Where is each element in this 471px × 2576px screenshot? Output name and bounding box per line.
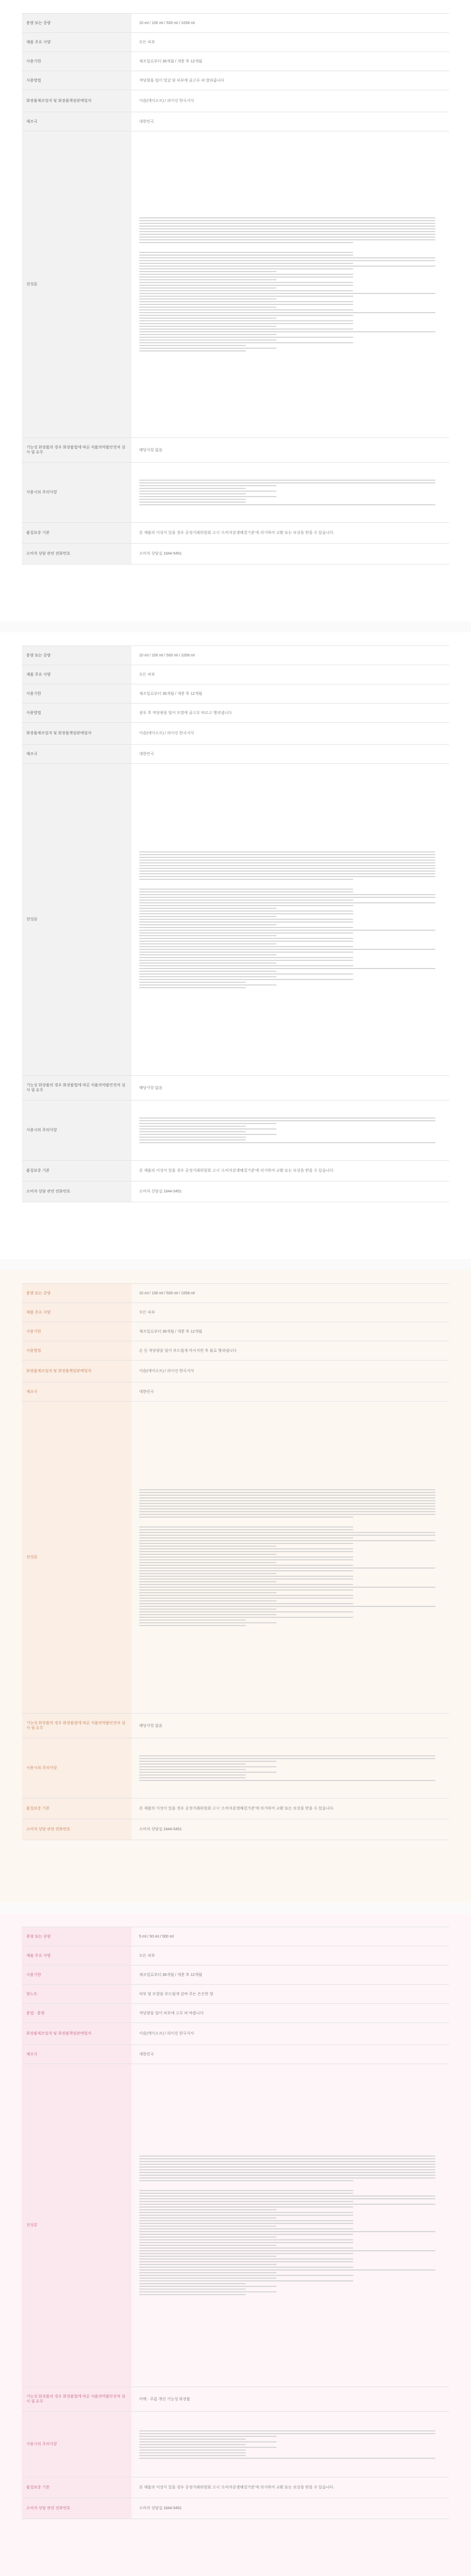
row-label: 제품 주요 사양: [22, 1946, 131, 1966]
table-row: [22, 665, 449, 684]
table-row: [22, 90, 449, 112]
row-label: 용량 또는 중량: [22, 1284, 131, 1303]
table-row: [22, 438, 449, 463]
row-label: 사용시의 주의사항: [22, 1100, 131, 1161]
row-label: 제품 주요 사양: [22, 33, 131, 52]
row-label: 용량 또는 중량: [22, 1927, 131, 1946]
table-row: [22, 723, 449, 745]
row-value: 대한민국: [131, 1382, 449, 1402]
row-label: 기능성 화장품의 경우 화장품법에 따른 식품의약품안전처 심사 필 유무: [22, 2387, 131, 2412]
table-row: [22, 523, 449, 544]
product-info-table: [22, 13, 449, 564]
row-value: 10 ml / 100 ml / 500 ml / 1058 ml: [131, 646, 449, 665]
row-value: 이솝(에이소프) / 라이선 한국지사: [131, 2023, 449, 2045]
row-value: 소비자 상담실 1644-5451: [131, 1182, 449, 1202]
table-row: [22, 704, 449, 723]
table-row: [22, 1284, 449, 1303]
row-label: 사용기한: [22, 684, 131, 704]
row-value: 모든 피부: [131, 665, 449, 684]
table-row: [22, 1402, 449, 1714]
product-info-section-4: [0, 1914, 471, 2576]
table-row: [22, 2498, 449, 2519]
table-row: [22, 112, 449, 131]
caution-text: [131, 1100, 449, 1161]
row-value: 모든 피부: [131, 1303, 449, 1322]
table-row: [22, 1738, 449, 1799]
row-label: 사용시의 주의사항: [22, 463, 131, 523]
row-label: 용량 또는 중량: [22, 646, 131, 665]
table-row: [22, 33, 449, 52]
table-row: [22, 2023, 449, 2045]
caution-text: [131, 2412, 449, 2477]
row-label: 화장품제조업자 및 화장품책임판매업자: [22, 1361, 131, 1382]
row-label: 사용방법: [22, 71, 131, 90]
table-row: [22, 646, 449, 665]
table-row: [22, 1322, 449, 1341]
row-value: 제조일로부터 36개월 / 개봉 후 12개월: [131, 52, 449, 71]
product-info-table: [22, 646, 449, 1202]
table-row: [22, 1100, 449, 1161]
product-info-section-2: [0, 632, 471, 1259]
row-label: 사용시의 주의사항: [22, 2412, 131, 2477]
table-row: [22, 745, 449, 764]
table-row: [22, 1361, 449, 1382]
row-value: 10 ml / 100 ml / 500 ml / 1058 ml: [131, 14, 449, 33]
row-value: 적당량을 덜어 얼굴 및 피부에 골고루 펴 발라줍니다: [131, 71, 449, 90]
ingredients-list: [131, 2064, 449, 2387]
row-label: 제품 주요 사양: [22, 665, 131, 684]
row-label: 품질보증 기준: [22, 2477, 131, 2498]
product-info-section-3: [0, 1270, 471, 1903]
row-label: 소비자 상담 관련 전화번호: [22, 544, 131, 564]
row-label: 사용기한: [22, 52, 131, 71]
row-value: 본 제품의 이상이 있을 경우 공정거래위원회 고시 '소비자분쟁해결기준'에 의거하여 교환 또는 보상을 받을 수 있습니다.: [131, 2477, 449, 2498]
row-value: 본 제품의 이상이 있을 경우 공정거래위원회 고시 '소비자분쟁해결기준'에 의거하여 교환 또는 보상을 받을 수 있습니다.: [131, 1799, 449, 1819]
row-label: 제조국: [22, 1382, 131, 1402]
table-row: [22, 463, 449, 523]
row-value: 미백 · 주름 개선 기능성 화장품: [131, 2387, 449, 2412]
row-label: 기능성 화장품의 경우 화장품법에 따른 식품의약품안전처 심사 필 유무: [22, 1076, 131, 1100]
row-value: 소비자 상담실 1644-5451: [131, 1819, 449, 1840]
row-value: 대한민국: [131, 2045, 449, 2064]
table-row: [22, 14, 449, 33]
row-label: 전성분: [22, 131, 131, 438]
row-label: 향노트: [22, 1985, 131, 2004]
row-label: 사용기한: [22, 1322, 131, 1341]
row-value: 본 제품의 이상이 있을 경우 공정거래위원회 고시 '소비자분쟁해결기준'에 의거하여 교환 또는 보상을 받을 수 있습니다.: [131, 1161, 449, 1182]
product-info-section-1: [0, 0, 471, 621]
row-value: 샴푸 후 적당량을 덜어 모발에 골고루 바르고 헹궈냅니다: [131, 704, 449, 723]
row-label: 품질보증 기준: [22, 523, 131, 544]
row-label: 화장품제조업자 및 화장품책임판매업자: [22, 2023, 131, 2045]
caution-text: [131, 463, 449, 523]
row-label: 전성분: [22, 764, 131, 1076]
row-value: 손 등 적당량을 덜어 부드럽게 마사지한 후 물로 헹궈냅니다: [131, 1341, 449, 1361]
table-row: [22, 1927, 449, 1946]
row-label: 기능성 화장품의 경우 화장품법에 따른 식품의약품안전처 심사 필 유무: [22, 1714, 131, 1738]
row-label: 제품 주요 사양: [22, 1303, 131, 1322]
row-label: 사용방법: [22, 704, 131, 723]
row-label: 사용방법: [22, 1341, 131, 1361]
table-row: [22, 2004, 449, 2023]
caution-text: [131, 1738, 449, 1799]
row-value: 이솝(에이소프) / 라이선 한국지사: [131, 723, 449, 745]
row-value: 해당사항 없음: [131, 1076, 449, 1100]
row-value: 이솝(에이소프) / 라이선 한국지사: [131, 90, 449, 112]
ingredients-list: [131, 764, 449, 1076]
table-row: [22, 1341, 449, 1361]
table-row: [22, 2045, 449, 2064]
row-value: 피부 및 모발을 부드럽게 감싸 주는 은은한 향: [131, 1985, 449, 2004]
row-label: 제조국: [22, 2045, 131, 2064]
row-value: 본 제품의 이상이 있을 경우 공정거래위원회 고시 '소비자분쟁해결기준'에 의거하여 교환 또는 보상을 받을 수 있습니다.: [131, 523, 449, 544]
ingredients-list: [131, 131, 449, 438]
row-value: 5 ml / 50 ml / 500 ml: [131, 1927, 449, 1946]
row-value: 모든 피부: [131, 1946, 449, 1966]
row-label: 품질보증 기준: [22, 1799, 131, 1819]
table-row: [22, 1076, 449, 1100]
row-value: 해당사항 없음: [131, 438, 449, 463]
row-label: 기능성 화장품의 경우 화장품법에 따른 식품의약품안전처 심사 필 유무: [22, 438, 131, 463]
row-label: 소비자 상담 관련 전화번호: [22, 1182, 131, 1202]
table-row: [22, 764, 449, 1076]
table-row: [22, 2064, 449, 2387]
table-row: [22, 1966, 449, 1985]
table-row: [22, 1303, 449, 1322]
row-label: 소비자 상담 관련 전화번호: [22, 1819, 131, 1840]
table-row: [22, 544, 449, 564]
row-label: 용량 또는 중량: [22, 14, 131, 33]
row-value: 10 ml / 100 ml / 500 ml / 1058 ml: [131, 1284, 449, 1303]
table-row: [22, 2387, 449, 2412]
table-row: [22, 71, 449, 90]
table-row: [22, 1714, 449, 1738]
row-label: 용법 · 용량: [22, 2004, 131, 2023]
row-label: 제조국: [22, 745, 131, 764]
row-value: 이솝(에이소프) / 라이선 한국지사: [131, 1361, 449, 1382]
row-value: 해당사항 없음: [131, 1714, 449, 1738]
row-label: 제조국: [22, 112, 131, 131]
row-label: 전성분: [22, 1402, 131, 1714]
row-value: 제조일로부터 36개월 / 개봉 후 12개월: [131, 684, 449, 704]
table-row: [22, 1799, 449, 1819]
table-row: [22, 131, 449, 438]
table-row: [22, 52, 449, 71]
row-label: 화장품제조업자 및 화장품책임판매업자: [22, 90, 131, 112]
product-info-table: [22, 1283, 449, 1840]
row-value: 대한민국: [131, 112, 449, 131]
row-label: 소비자 상담 관련 전화번호: [22, 2498, 131, 2519]
table-row: [22, 2412, 449, 2477]
table-row: [22, 1985, 449, 2004]
row-label: 사용시의 주의사항: [22, 1738, 131, 1799]
row-label: 품질보증 기준: [22, 1161, 131, 1182]
row-label: 화장품제조업자 및 화장품책임판매업자: [22, 723, 131, 745]
table-row: [22, 2477, 449, 2498]
row-label: 사용기한: [22, 1966, 131, 1985]
ingredients-list: [131, 1402, 449, 1714]
row-value: 제조일로부터 36개월 / 개봉 후 12개월: [131, 1966, 449, 1985]
row-value: 제조일로부터 36개월 / 개봉 후 12개월: [131, 1322, 449, 1341]
table-row: [22, 1182, 449, 1202]
table-row: [22, 1946, 449, 1966]
product-info-table: [22, 1927, 449, 2519]
row-value: 적당량을 덜어 피부에 고루 펴 바릅니다: [131, 2004, 449, 2023]
table-row: [22, 1819, 449, 1840]
row-value: 소비자 상담실 1644-5451: [131, 544, 449, 564]
row-value: 대한민국: [131, 745, 449, 764]
row-value: 모든 피부: [131, 33, 449, 52]
table-row: [22, 1161, 449, 1182]
row-value: 소비자 상담실 1644-5451: [131, 2498, 449, 2519]
row-label: 전성분: [22, 2064, 131, 2387]
table-row: [22, 684, 449, 704]
table-row: [22, 1382, 449, 1402]
